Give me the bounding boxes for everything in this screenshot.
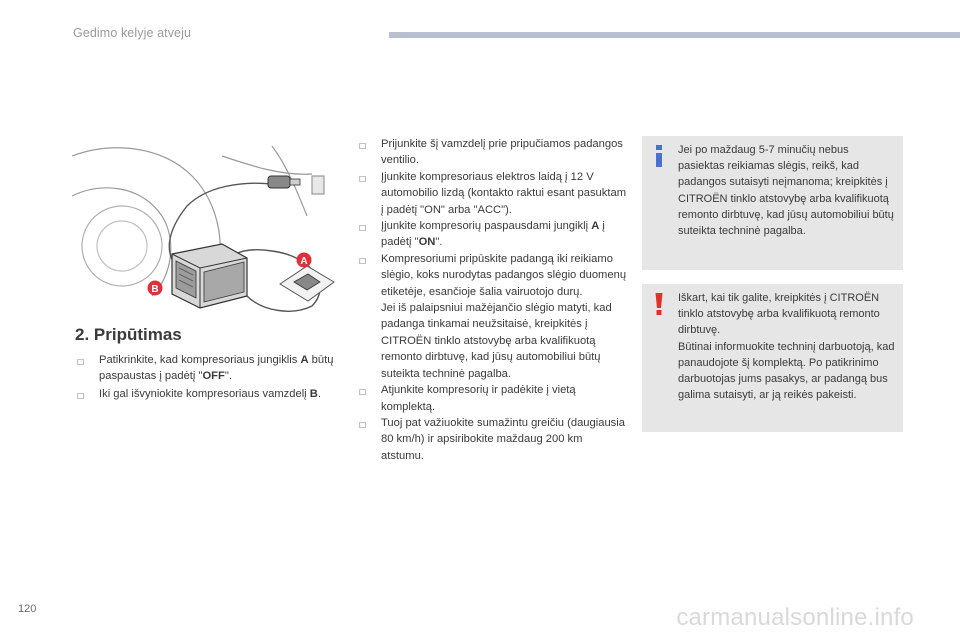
step-item [357,251,627,382]
info-note-text: Jei po maždaug 5-7 minučių nebus pasiektas reikiamas slėgis, reikš, kad padangos sutaisyti neįmanoma; kreipkitės į CITROËN tinklo atstovybę arba kvalifikuotą remonto dirbtuvę, kad jūsų automobiliui būtų suteikta techninė pagalba. [678,144,894,238]
header-bar [389,32,960,38]
checkbox-bullet-icon: ☐ [359,420,367,430]
step-text: Patikrinkite, kad kompresoriaus jungiklis [99,354,301,366]
info-icon [652,144,666,168]
checkbox-bullet-icon: ☐ [359,388,367,398]
checkbox-bullet-icon: ☐ [359,142,367,151]
steps-list-left [75,352,350,404]
steps-list-right [357,136,627,464]
step-item [75,352,350,384]
step-text: Tuoj pat važiuokite sumažintu greičiu (daugiausia 80 km/h) ir apsiribokite maždaug 200 km atstumu. [381,416,625,462]
step-text-bold: ON [418,236,436,249]
step-text-bold: OFF [202,370,225,382]
step-text: ". [224,370,232,382]
step-text: Prijunkite šį vamzdelį prie pripučiamos padangos ventilio. [381,138,623,167]
step-item [75,386,350,402]
tire-hub [82,206,162,286]
car-body-line [222,156,312,174]
step-text: Iki gal išvyniokite kompresoriaus vamzdelį [99,388,310,400]
label-b-text: B [151,284,159,295]
step-text: ". [435,236,443,249]
checkbox-bullet-icon: ☐ [359,256,367,266]
step-text: Įjunkite kompresorių paspausdami jungiklį [381,220,592,233]
checkbox-bullet-icon: ☐ [77,392,85,401]
watermark: carmanualsonline.info [676,604,914,631]
compressor-illustration [72,136,338,319]
step-text-bold: A [591,220,600,233]
socket [312,176,324,194]
section-heading: 2. Pripūtimas [75,325,182,344]
header-section-title: Gedimo kelyje atveju [73,26,192,40]
step-text: būtų paspaustas į padėtį " [99,354,334,382]
label-b-badge [148,281,163,296]
checkbox-bullet-icon: ☐ [77,358,85,367]
label-a-text: A [300,256,308,267]
step-item [357,169,627,218]
warning-icon [652,292,666,316]
page-number: 120 [18,603,37,615]
step-text-bold: A [300,354,309,366]
compressor-unit [172,244,247,308]
step-text: Kompresoriumi pripūskite padangą iki reikiamo slėgio, koks nurodytas padangos slėgio duomenų etiketėje, esančioje šalia vairuotojo durų. Jei iš palaipsniui mažėjančio slėgio matyti, kad padanga tinkamai neužsitaisė, kreipkitės į CITROËN tinklo atstovybę arba kvalifikuotą remonto dirbtuvę, kad jūsų automobiliui būtų suteikta techninė pagalba. [381,252,627,380]
step-text: Atjunkite kompresorių ir padėkite į vietą komplektą. [381,384,576,413]
switch-detail [280,266,334,301]
step-text: į padėtį " [381,220,605,249]
step-text: . [317,388,321,400]
label-a-badge [297,253,312,268]
tire-outline [72,188,171,296]
info-note [642,136,903,270]
step-item [357,136,627,169]
step-item [357,382,627,415]
checkbox-bullet-icon: ☐ [359,174,367,184]
step-text: Įjunkite kompresoriaus elektros laidą į 12 V automobilio lizdą (kontakto raktui esant pasuktam į padėtį "ON" arba "ACC"). [381,170,627,216]
step-item [357,415,627,464]
warning-note-text: Iškart, kai tik galite, kreipkitės į CITROËN tinklo atstovybę arba kvalifikuotą remonto dirbtuvę. Būtinai informuokite techninį darbuotoją, kad panaudojote šį komplektą. Po patikrinimo darbuotojas jums pasakys, ar padangą bus galima sutaisyti, ar ją reikės pakeisti. [678,292,895,402]
step-item [357,218,627,251]
warning-note [642,284,903,432]
checkbox-bullet-icon: ☐ [359,224,367,234]
step-text-bold: B [309,388,318,400]
